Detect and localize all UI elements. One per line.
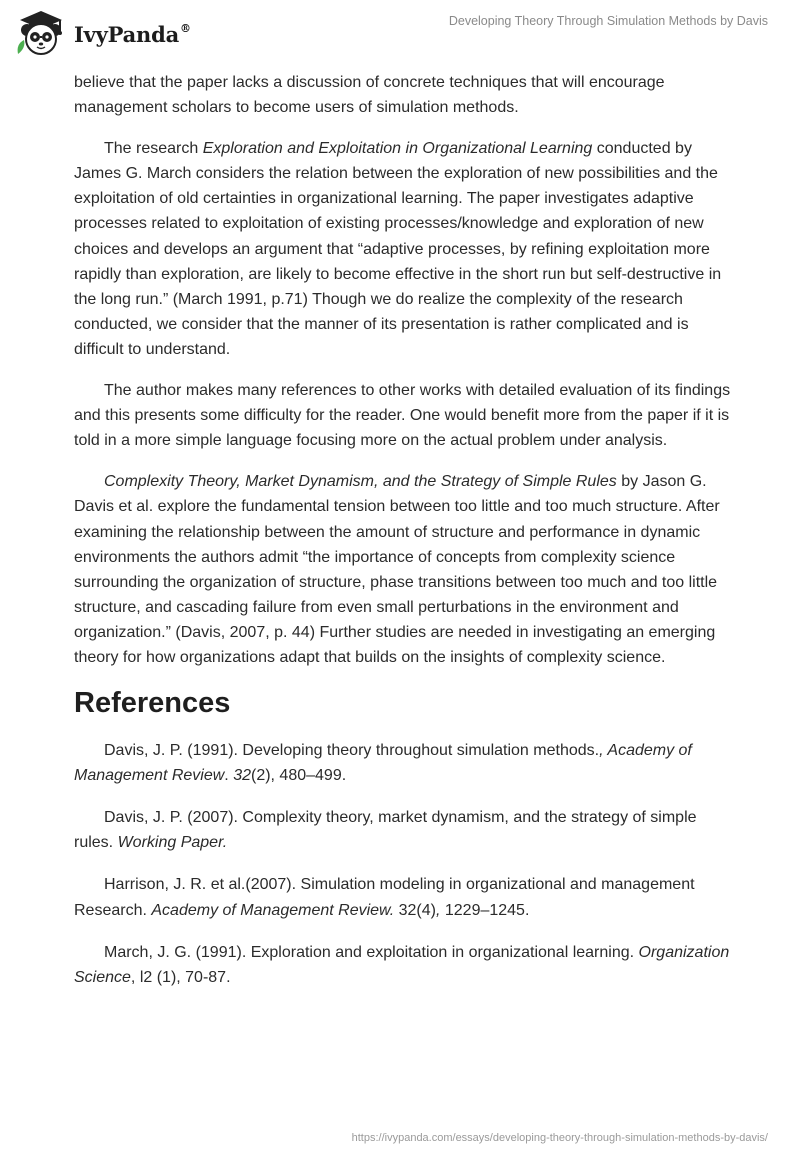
text-run: Davis, J. P. (2007). Complexity theory, market dynamism, and the strategy of simple rules. [74, 809, 697, 852]
reference-entry [74, 940, 734, 990]
references-heading: References [74, 687, 231, 720]
italic-text: , [435, 901, 441, 919]
ivypanda-logo[interactable] [14, 8, 191, 58]
text-run: by Jason G. Davis et al. explore the fundamental tension between too little and too much structure. After examining the relationship between the amount of structure and performance in dynamic environments the authors admit “the importance of concepts from complexity science surrounding the organization of structure, phase transitions between too much and too little structure, and cascading failure from even small perturbations in the environment and organization.” (Davis, 2007, p. 44) Further studies are needed in investigating an emerging theory for how organizations adapt that builds on the insights of complexity science. [74, 473, 720, 666]
text-run: The author makes many references to other works with detailed evaluation of its findings and this presents some difficulty for the reader. One would benefit more from the paper if it is told in a more simple language focusing more on the actual problem under analysis. [74, 382, 731, 450]
body-paragraph [74, 378, 734, 453]
essay-content [74, 70, 734, 1007]
text-run: , l2 (1), 70-87. [130, 968, 231, 986]
italic-text: Organization Science [74, 943, 730, 986]
text-run: believe that the paper lacks a discussion of concrete techniques that will encourage management scholars to become users of simulation methods. [74, 74, 665, 117]
references-list [74, 738, 734, 990]
text-run: March, J. G. (1991). Exploration and exploitation in organizational learning. [104, 943, 639, 961]
brand-name: IvyPanda® [74, 21, 191, 47]
text-run: 32(4) [394, 901, 436, 919]
reference-entry [74, 738, 734, 788]
italic-text: Academy of Management Review. [151, 901, 395, 919]
panda-graduate-icon [14, 8, 68, 58]
text-run: 1229–1245. [440, 901, 530, 919]
text-run: . [224, 767, 234, 785]
text-run: conducted by James G. March considers the relation between the exploration of new possibilities and the exploitation of old certainties in organizational learning. The paper investigates adaptive processes related to exploitation of existing processes/knowledge and exploration of new choices and develops an argument that “adaptive processes, by refining exploitation more rapidly than exploration, are likely to become effective in the short run but self-destructive in the long run.” (March 1991, p.71) Though we do realize the complexity of the research conducted, we consider that the manner of its presentation is rather complicated and is difficult to understand. [74, 140, 722, 358]
body-paragraphs [74, 70, 734, 670]
page-header-title: Developing Theory Through Simulation Methods by Davis [448, 14, 768, 28]
italic-text: Exploration and Exploitation in Organizational Learning [202, 140, 593, 158]
italic-text: 32 [233, 767, 251, 785]
body-paragraph [74, 469, 734, 670]
source-url[interactable]: https://ivypanda.com/essays/developing-theory-through-simulation-methods-by-davis/ [351, 1132, 768, 1144]
italic-text: Complexity Theory, Market Dynamism, and the Strategy of Simple Rules [104, 473, 617, 491]
text-run: The research [104, 140, 203, 158]
italic-text: Working Paper. [117, 834, 228, 852]
body-paragraph [74, 70, 734, 120]
text-run: Harrison, J. R. et al.(2007). Simulation modeling in organizational and management Research. [74, 876, 695, 919]
body-paragraph [74, 136, 734, 362]
reference-entry [74, 872, 734, 922]
italic-text: , Academy of Management Review [74, 742, 692, 785]
reference-entry [74, 805, 734, 855]
text-run: Davis, J. P. (1991). Developing theory throughout simulation methods. [104, 742, 600, 760]
text-run: (2), 480–499. [250, 767, 347, 785]
